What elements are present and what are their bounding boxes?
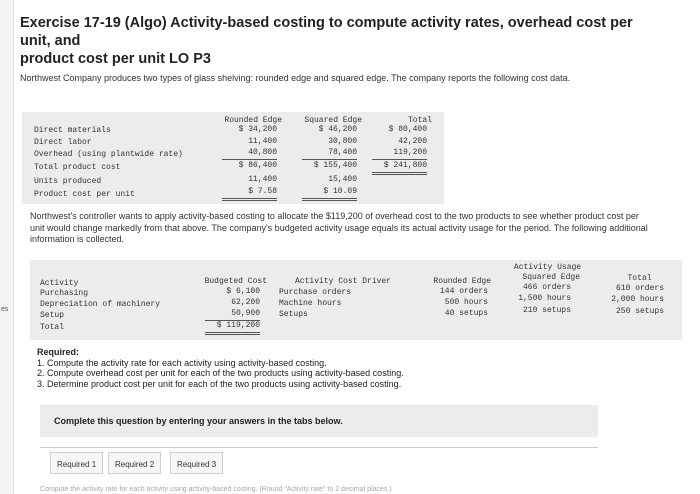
cell: 610 orders bbox=[615, 284, 664, 293]
row-label-direct-materials: Direct materials bbox=[34, 126, 111, 135]
tab-instruction-text: Compute the activity rate for each activity using activity-based costing. (Round "Activity rate" to 2 decimal places.) bbox=[40, 486, 392, 493]
cell: 62,200 bbox=[231, 298, 260, 307]
cell: $ 46,200 bbox=[318, 125, 357, 134]
header-activity: Activity bbox=[40, 279, 79, 288]
title-line-2: product cost per unit LO P3 bbox=[20, 51, 211, 67]
cell: 466 orders bbox=[522, 283, 571, 292]
header-total: Total bbox=[627, 274, 652, 283]
cell: $ 241,800 bbox=[372, 160, 427, 175]
cost-data-table bbox=[22, 112, 444, 204]
activity-total: Total bbox=[40, 323, 65, 332]
row-label-product-cost-per-unit: Product cost per unit bbox=[34, 190, 135, 199]
page-title bbox=[20, 14, 660, 68]
row-label-direct-labor: Direct labor bbox=[34, 138, 92, 147]
cell: 500 hours bbox=[444, 298, 488, 307]
side-tab-label: es bbox=[1, 306, 9, 313]
header-squared-edge: Squared Edge bbox=[522, 273, 580, 282]
tab-instruction-line bbox=[40, 478, 598, 494]
tab-required-2[interactable]: Required 2 bbox=[108, 452, 161, 474]
required-item-1: 1. Compute the activity rate for each activity using activity-based costing. bbox=[37, 357, 327, 368]
header-activity-cost-driver: Activity Cost Driver bbox=[295, 277, 392, 286]
cell: 42,200 bbox=[398, 137, 427, 146]
cell: 250 setups bbox=[615, 307, 664, 316]
cell: 1,500 hours bbox=[518, 294, 571, 303]
cell: $ 119,200 bbox=[205, 320, 260, 335]
cell: 11,400 bbox=[248, 175, 277, 184]
required-heading: Required: bbox=[37, 347, 80, 357]
activity-usage-header: Activity Usage bbox=[513, 263, 582, 272]
cell: $ 155,400 bbox=[313, 161, 357, 170]
header-rounded-edge: Rounded Edge bbox=[224, 116, 282, 125]
intro-text: Northwest Company produces two types of glass shelving: rounded edge and squared edge. The company reports the following cost data. bbox=[20, 73, 571, 83]
header-rounded-edge: Rounded Edge bbox=[433, 277, 491, 286]
header-total: Total bbox=[407, 116, 432, 125]
cell: $ 7.58 bbox=[222, 186, 277, 201]
row-label-units-produced: Units produced bbox=[34, 177, 102, 186]
cell: 119,200 bbox=[372, 147, 427, 160]
cell: 2,000 hours bbox=[611, 295, 664, 304]
cell: 11,400 bbox=[248, 137, 277, 146]
requirement-tabs bbox=[40, 447, 598, 475]
cell: 30,800 bbox=[328, 137, 357, 146]
cell: 40 setups bbox=[444, 309, 488, 318]
row-label-total-product-cost: Total product cost bbox=[34, 163, 121, 172]
required-item-2: 2. Compute overhead cost per unit for each of the two products using activity-based costing. bbox=[37, 368, 404, 378]
cell: Setups bbox=[279, 310, 308, 319]
cell: $ 34,200 bbox=[238, 125, 277, 134]
cell: 144 orders bbox=[439, 287, 488, 296]
activity-purchasing: Purchasing bbox=[40, 289, 89, 298]
instruction-banner: Complete this question by entering your answers in the tabs below. bbox=[40, 405, 598, 437]
tab-required-3[interactable]: Required 3 bbox=[170, 452, 223, 474]
tab-required-1[interactable]: Required 1 bbox=[50, 452, 103, 474]
cell: 40,800 bbox=[222, 147, 277, 160]
required-section bbox=[37, 347, 404, 389]
row-label-overhead: Overhead (using plantwide rate) bbox=[34, 150, 183, 159]
cell: $ 80,400 bbox=[388, 125, 427, 134]
cell: $ 86,400 bbox=[238, 161, 277, 170]
cell: $ 10.09 bbox=[302, 186, 357, 201]
controller-paragraph: Northwest's controller wants to apply activity-based costing to allocate the $119,200 of overhead cost to the two products to see whether product cost per unit would change markedly from that above. The company's budgeted activity usage equals its actual activity usage for the period. The following additional information is collected. bbox=[30, 211, 648, 244]
cell: 210 setups bbox=[522, 306, 571, 315]
activity-table bbox=[30, 260, 682, 340]
cell: 15,400 bbox=[328, 175, 357, 184]
cell: $ 6,100 bbox=[226, 287, 260, 296]
header-budgeted-cost: Budgeted Cost bbox=[204, 277, 267, 286]
left-panel-edge bbox=[0, 0, 14, 494]
title-line-1: Exercise 17-19 (Algo) Activity-based costing to compute activity rates, overhead cost per unit, and bbox=[20, 15, 633, 49]
activity-depreciation: Depreciation of machinery bbox=[40, 300, 161, 309]
required-item-3: 3. Determine product cost per unit for each of the two products using activity-based costing. bbox=[37, 378, 402, 389]
activity-setup: Setup bbox=[40, 311, 65, 320]
cell: Purchase orders bbox=[279, 288, 352, 297]
cell: 78,400 bbox=[302, 147, 357, 160]
cell: 50,900 bbox=[205, 308, 260, 321]
header-squared-edge: Squared Edge bbox=[304, 116, 362, 125]
cell: Machine hours bbox=[279, 299, 342, 308]
